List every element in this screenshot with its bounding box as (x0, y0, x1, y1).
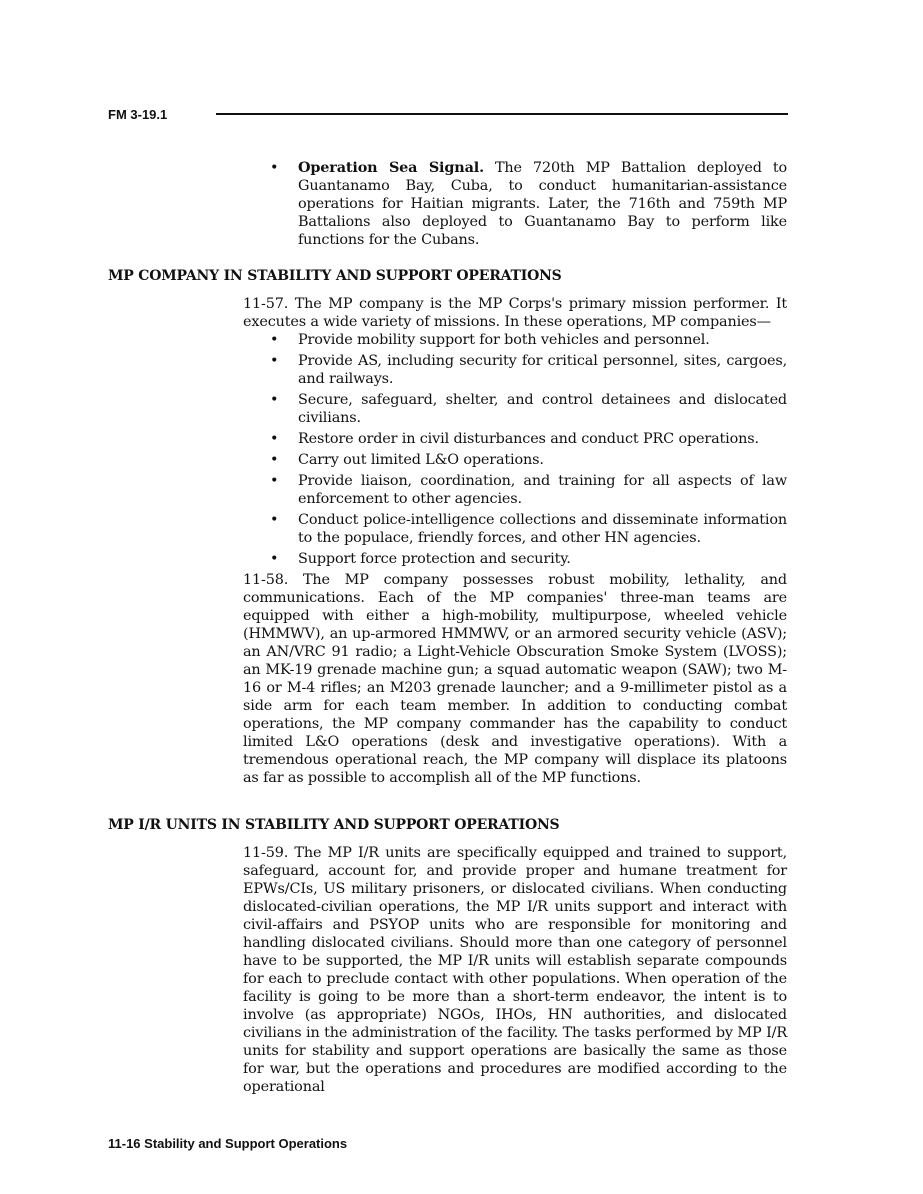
bullet-icon: • (270, 452, 279, 468)
bullet-icon: • (270, 392, 279, 408)
list-item: • Restore order in civil disturbances and conduct PRC operations. (270, 431, 759, 447)
sea-signal-block (243, 159, 787, 249)
list-item: • Provide mobility support for both vehicles and personnel. (270, 332, 710, 348)
list-item (243, 159, 787, 249)
bullet-icon: • (270, 353, 279, 369)
document-id: FM 3-19.1 (108, 107, 168, 122)
section-body-ir-units (243, 844, 787, 1096)
list-item: • Secure, safeguard, shelter, and control detainees and dislocated civilians. (270, 392, 787, 426)
bullet-icon: • (270, 160, 279, 176)
paragraph-11-58: 11-58. The MP company possesses robust mobility, lethality, and communications. Each of the MP companies' three-man teams are equipped with either a high-mobility, multipurpose, wheeled vehicle (HMMWV), an up-armored HMMWV, or an armored security vehicle (ASV); an AN/VRC 91 radio; a Light-Vehicle Obscuration Smoke System (LVOSS); an MK-19 grenade machine gun; a squad automatic weapon (SAW); two M-16 or M-4 rifles; an M203 grenade launcher; and a 9-millimeter pistol as a side arm for each team member. In addition to conducting combat operations, the MP company commander has the capability to conduct limited L&O operations (desk and investigative operations). With a tremendous operational reach, the MP company will displace its platoons as far as possible to accomplish all of the MP functions. (243, 572, 787, 786)
page-footer: 11-16 Stability and Support Operations (108, 1136, 348, 1151)
list-item: • Conduct police-intelligence collections and disseminate information to the populace, friendly forces, and other HN agencies. (270, 512, 787, 546)
paragraph-11-57: 11-57. The MP company is the MP Corps's primary mission performer. It executes a wide variety of missions. In these operations, MP companies— (243, 296, 787, 330)
header-rule (216, 113, 788, 115)
bullet-icon: • (270, 431, 279, 447)
section-heading-mp-company: MP COMPANY IN STABILITY AND SUPPORT OPERATIONS (108, 268, 562, 284)
bullet-icon: • (270, 551, 279, 567)
bullet-icon: • (270, 332, 279, 348)
bullet-icon: • (270, 473, 279, 489)
sea-signal-lead: Operation Sea Signal. (298, 159, 484, 176)
section-heading-ir-units: MP I/R UNITS IN STABILITY AND SUPPORT OPERATIONS (108, 817, 560, 833)
list-item: • Carry out limited L&O operations. (270, 452, 544, 468)
list-item: • Provide liaison, coordination, and training for all aspects of law enforcement to other agencies. (270, 473, 787, 507)
bullet-icon: • (270, 512, 279, 528)
list-item: • Provide AS, including security for critical personnel, sites, cargoes, and railways. (270, 353, 787, 387)
mp-company-task-list (243, 331, 787, 568)
paragraph-11-59: 11-59. The MP I/R units are specifically equipped and trained to support, safeguard, account for, and provide proper and humane treatment for EPWs/CIs, US military prisoners, or dislocated civilians. When conducting dislocated-civilian operations, the MP I/R units support and interact with civil-affairs and PSYOP units who are responsible for monitoring and handling dislocated civilians. Should more than one category of personnel have to be supported, the MP I/R units will establish separate compounds for each to preclude contact with other populations. When operation of the facility is going to be more than a short-term endeavor, the intent is to involve (as appropriate) NGOs, IHOs, HN authorities, and dislocated civilians in the administration of the facility. The tasks performed by MP I/R units for stability and support operations are basically the same as those for war, but the operations and procedures are modified according to the operational (243, 845, 787, 1095)
sea-signal-text: The 720th MP Battalion deployed to Guantanamo Bay, Cuba, to conduct humanitarian-assistance operations for Haitian migrants. Later, the 716th and 759th MP Battalions also deployed to Guantanamo Bay to perform like functions for the Cubans. (298, 160, 787, 248)
list-item: • Support force protection and security. (270, 551, 571, 567)
section-body-mp-company (243, 295, 787, 787)
